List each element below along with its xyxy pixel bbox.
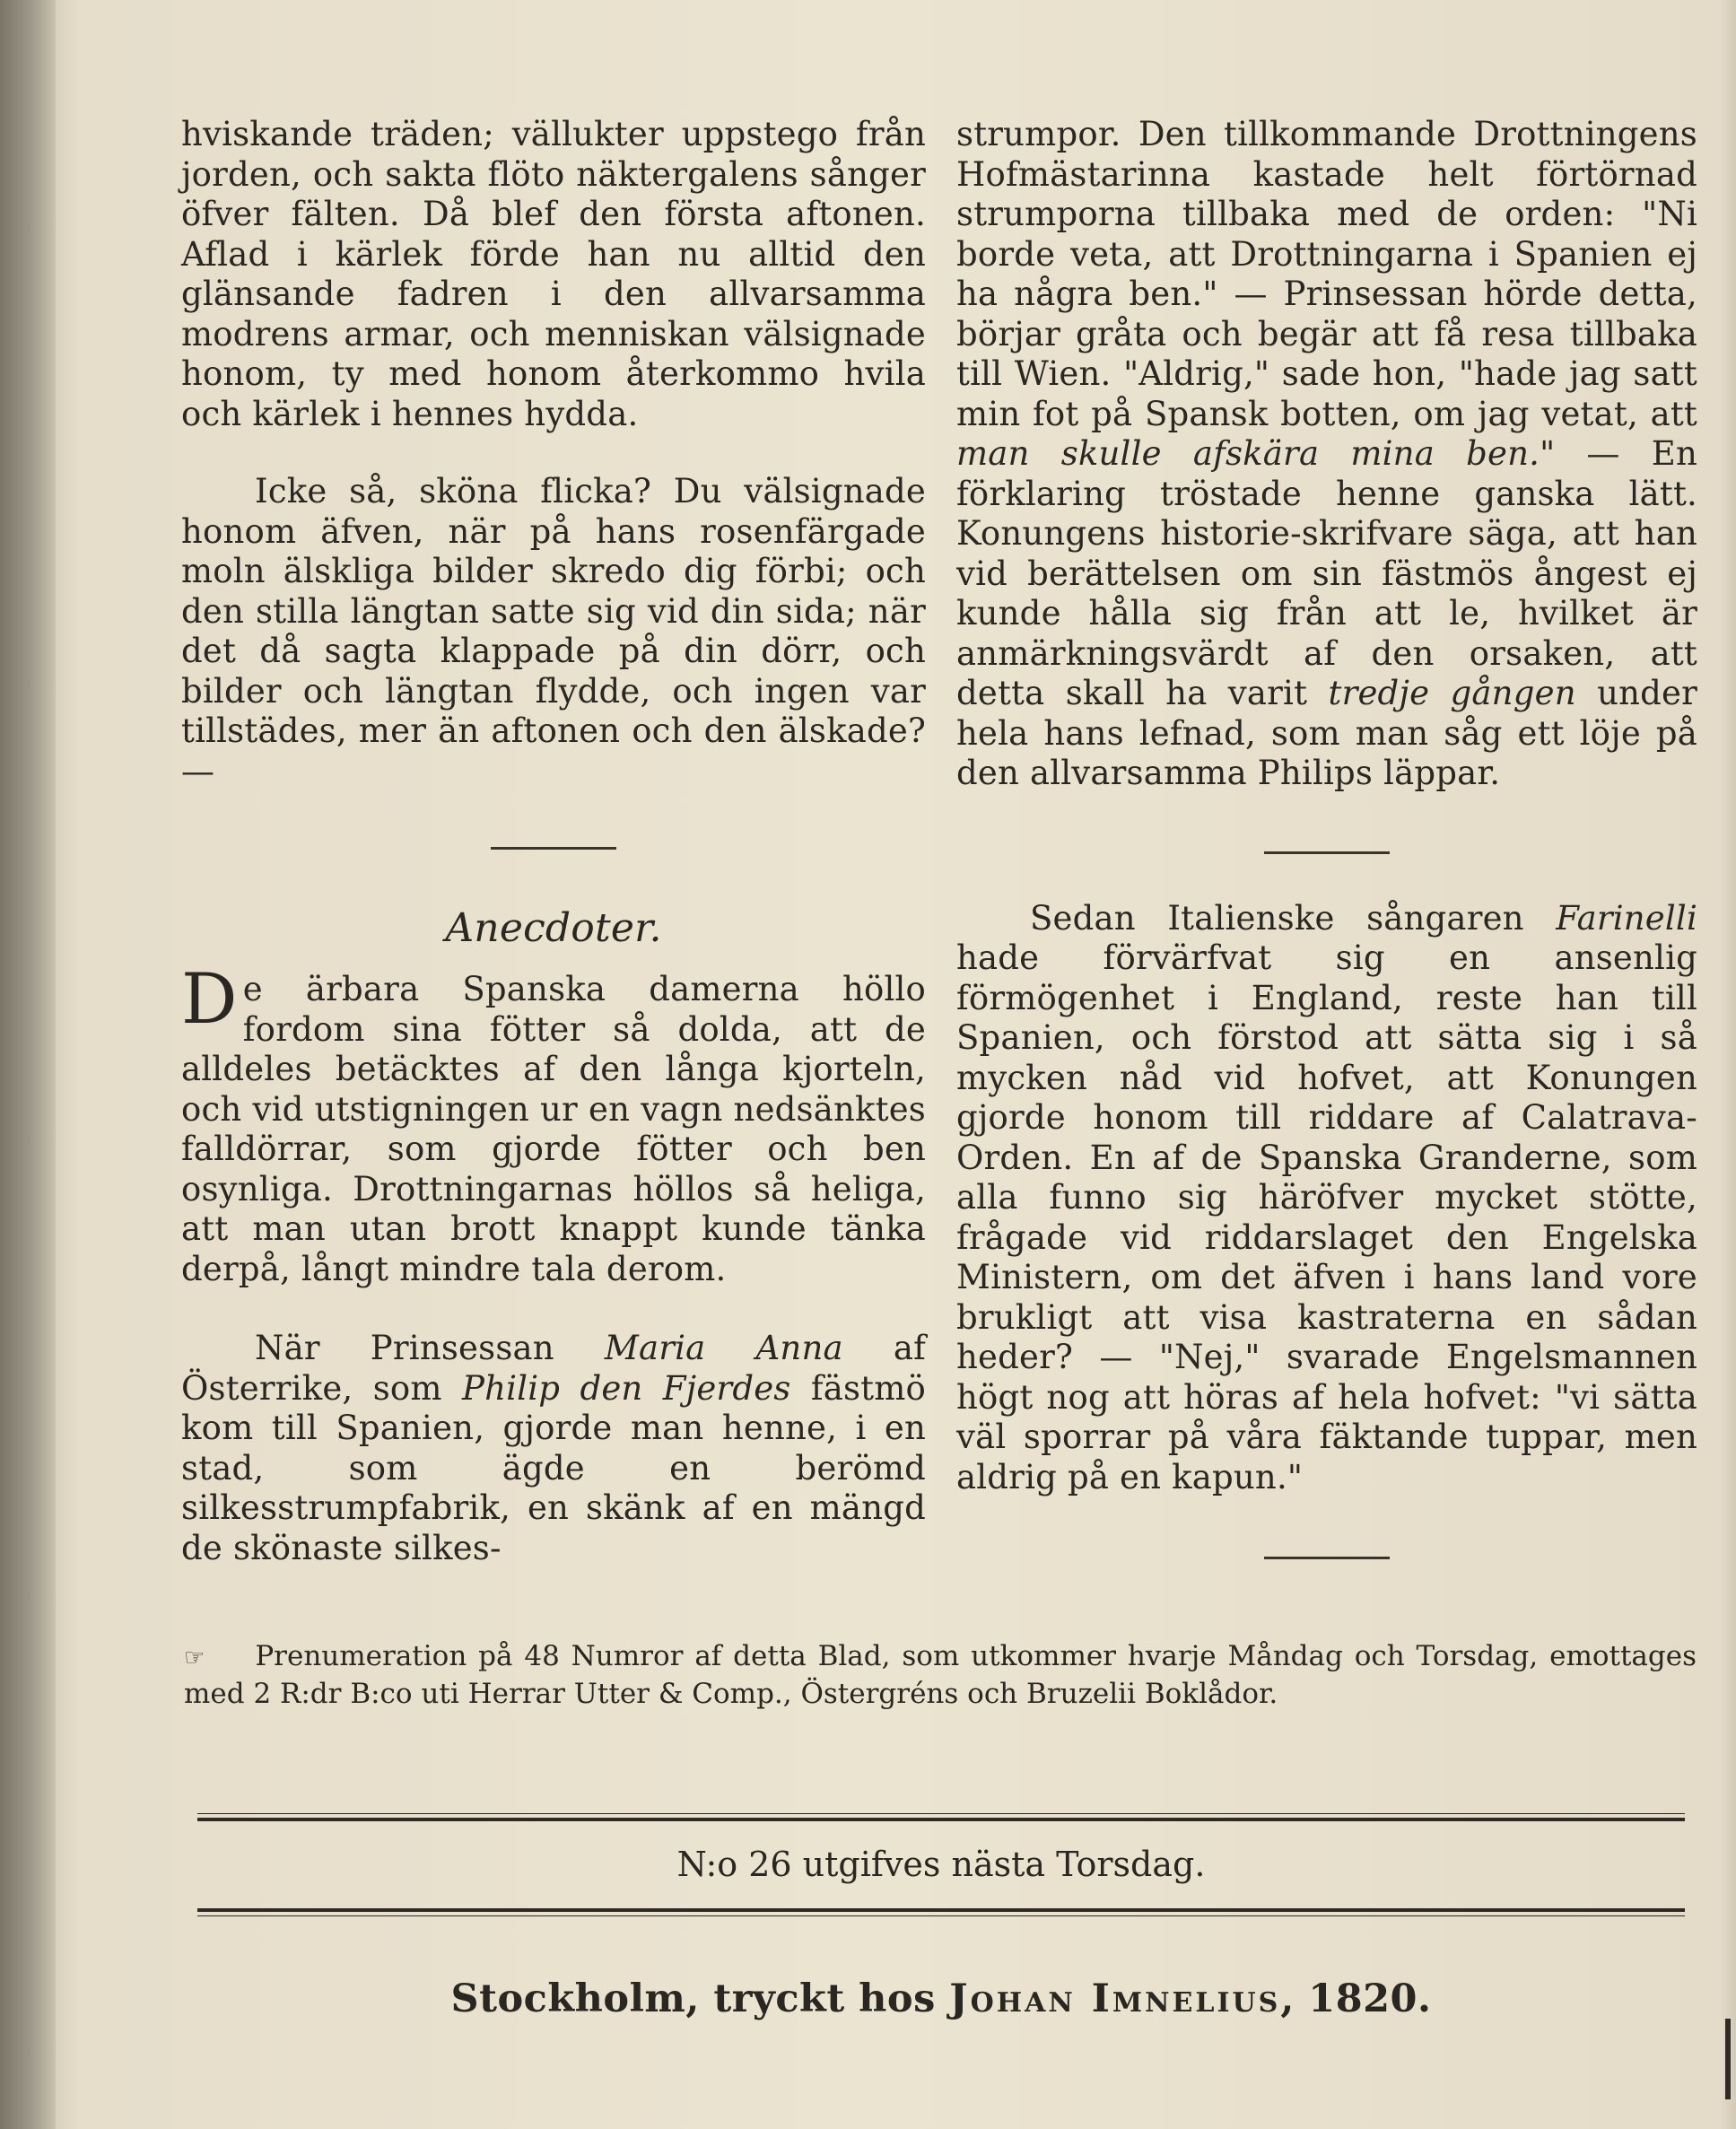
rule-line (197, 1818, 1685, 1821)
name-farinelli: Farinelli (1556, 898, 1697, 938)
end-divider (1264, 1557, 1390, 1559)
subscription-text: Prenumeration på 48 Numror af detta Blad, som utkommer hvarje Måndag och Torsdag, emottages med 2 R:dr B:co uti Herrar Utter & Comp., Östergréns och Bruzelii Boklådor. (184, 1640, 1697, 1710)
page-edge (1720, 0, 1736, 2129)
right-paragraph-2 (956, 899, 1697, 1498)
left-paragraph-3-text: e ärbara Spanska damerna höllo fordom sina fötter så dolda, att de alldeles betäcktes af den långa kjorteln, och vid utstigningen ur en vagn nedsänktes falldörrar, som gjorde fötter och ben osynliga. Drottningarnas höllos så heliga, att man utan brott knappt kunde tänka derpå, långt mindre tala derom. (181, 970, 926, 1288)
anecdote-divider (1264, 851, 1390, 854)
rule-line (197, 1908, 1685, 1912)
next-issue-notice: N:o 26 utgifves nästa Torsdag. (676, 1845, 1206, 1884)
right-paragraph-1-text-c: under hela hans lefnad, som man såg ett löje på den allvarsamma Philips läppar. (956, 674, 1697, 792)
right-column (956, 115, 1697, 1559)
italic-tredje-gangen: tredje gången (1328, 674, 1576, 712)
section-divider (491, 847, 616, 850)
italic-quote: man skulle afskära mina ben. (956, 434, 1540, 473)
right-paragraph-1 (956, 115, 1697, 794)
section-heading: Anecdoter. (445, 905, 662, 951)
double-rule-top (197, 1813, 1685, 1821)
left-paragraph-2: Icke så, sköna flicka? Du välsignade honom äfven, när på hans rosenfärgade moln älskliga bilder skredo dig förbi; och den stilla längtan satte sig vid din sida; när det då sagta klappade på din dörr, och bilder och längtan flydde, och ingen var tillstädes, mer än aftonen och den älskade? — (181, 472, 926, 790)
pointing-hand-icon: ☞ (184, 1645, 205, 1671)
imprint-text-a: Stockholm, tryckt hos (450, 1976, 950, 2021)
double-rule-bottom (197, 1908, 1685, 1916)
left-paragraph-4-text-b: af Österrike, som (181, 1329, 926, 1408)
book-spine-shadow (0, 0, 56, 2129)
name-maria-anna: Maria Anna (604, 1329, 843, 1367)
name-philip: Philip den Fjerdes (462, 1368, 791, 1408)
right-paragraph-1-text-a: strumpor. Den tillkommande Drottningens Hofmästarinna kastade helt förtörnad strumporna tillbaka med de orden: "Ni borde veta, att Drottningarna i Spanien ej ha några ben." — Prinsessan hörde detta, börjar gråta och begär att få resa tillbaka till Wien. "Aldrig," sade hon, "hade jag satt min fot på Spansk botten, om jag vetat, att (956, 115, 1697, 433)
printer-name: Johan Imnelius (949, 1976, 1281, 2021)
left-paragraph-1: hviskande träden; vällukter uppstego från jorden, och sakta flöto näktergalens sånger öfver fälten. Då blef den första aftonen. Aflad i kärlek förde han nu alltid den glänsande fadren i den allvarsamma modrens armar, och menniskan välsignade honom, ty med honom återkommo hvila och kärlek i hennes hydda. (181, 115, 926, 433)
rule-line (197, 1915, 1685, 1916)
imprint-text-b: , 1820. (1280, 1976, 1432, 2021)
left-column (181, 115, 926, 1568)
drop-cap: D (181, 959, 238, 1040)
subscription-notice (184, 1638, 1697, 1712)
printer-imprint (197, 1974, 1685, 2024)
left-paragraph-3 (181, 959, 926, 1289)
rule-line (197, 1813, 1685, 1814)
left-paragraph-4-text-a: När Prinsessan (255, 1329, 605, 1367)
right-paragraph-1-text-b: " — En förklaring tröstade henne ganska lätt. Konungens historie-skrifvare säga, att han vid berättelsen om sin fästmös ångest ej kunde hålla sig från att le, hvilket är anmärkningsvärdt af den orsaken, att detta skall ha varit (956, 434, 1697, 712)
left-paragraph-4-text-c: fästmö kom till Spanien, gjorde man henne, i en stad, som ägde en berömd silkesstrumpfabrik, en skänk af en mängd de skönaste silkes- (181, 1368, 927, 1567)
page-edge-mark (1725, 2019, 1731, 2099)
right-paragraph-2-text-a: Sedan Italienske sångaren (1030, 898, 1557, 938)
right-paragraph-2-text-b: hade förvärfvat sig en ansenlig förmögenhet i England, reste han till Spanien, och förstod att sätta sig i så mycken nåd vid hofvet, att Konungen gjorde honom till riddare af Calatrava-Orden. En af de Spanska Granderne, som alla funno sig häröfver mycket stötte, frågade vid riddarslaget den Engelska Ministern, om det äfven i hans land vore brukligt att visa kastraterna en sådan heder? — "Nej," svarade Engelsmannen högt nog att höras af hela hofvet: "vi sätta väl sporrar på våra fäktande tuppar, men aldrig på en kapun." (956, 938, 1697, 1496)
left-paragraph-4 (181, 1329, 926, 1568)
